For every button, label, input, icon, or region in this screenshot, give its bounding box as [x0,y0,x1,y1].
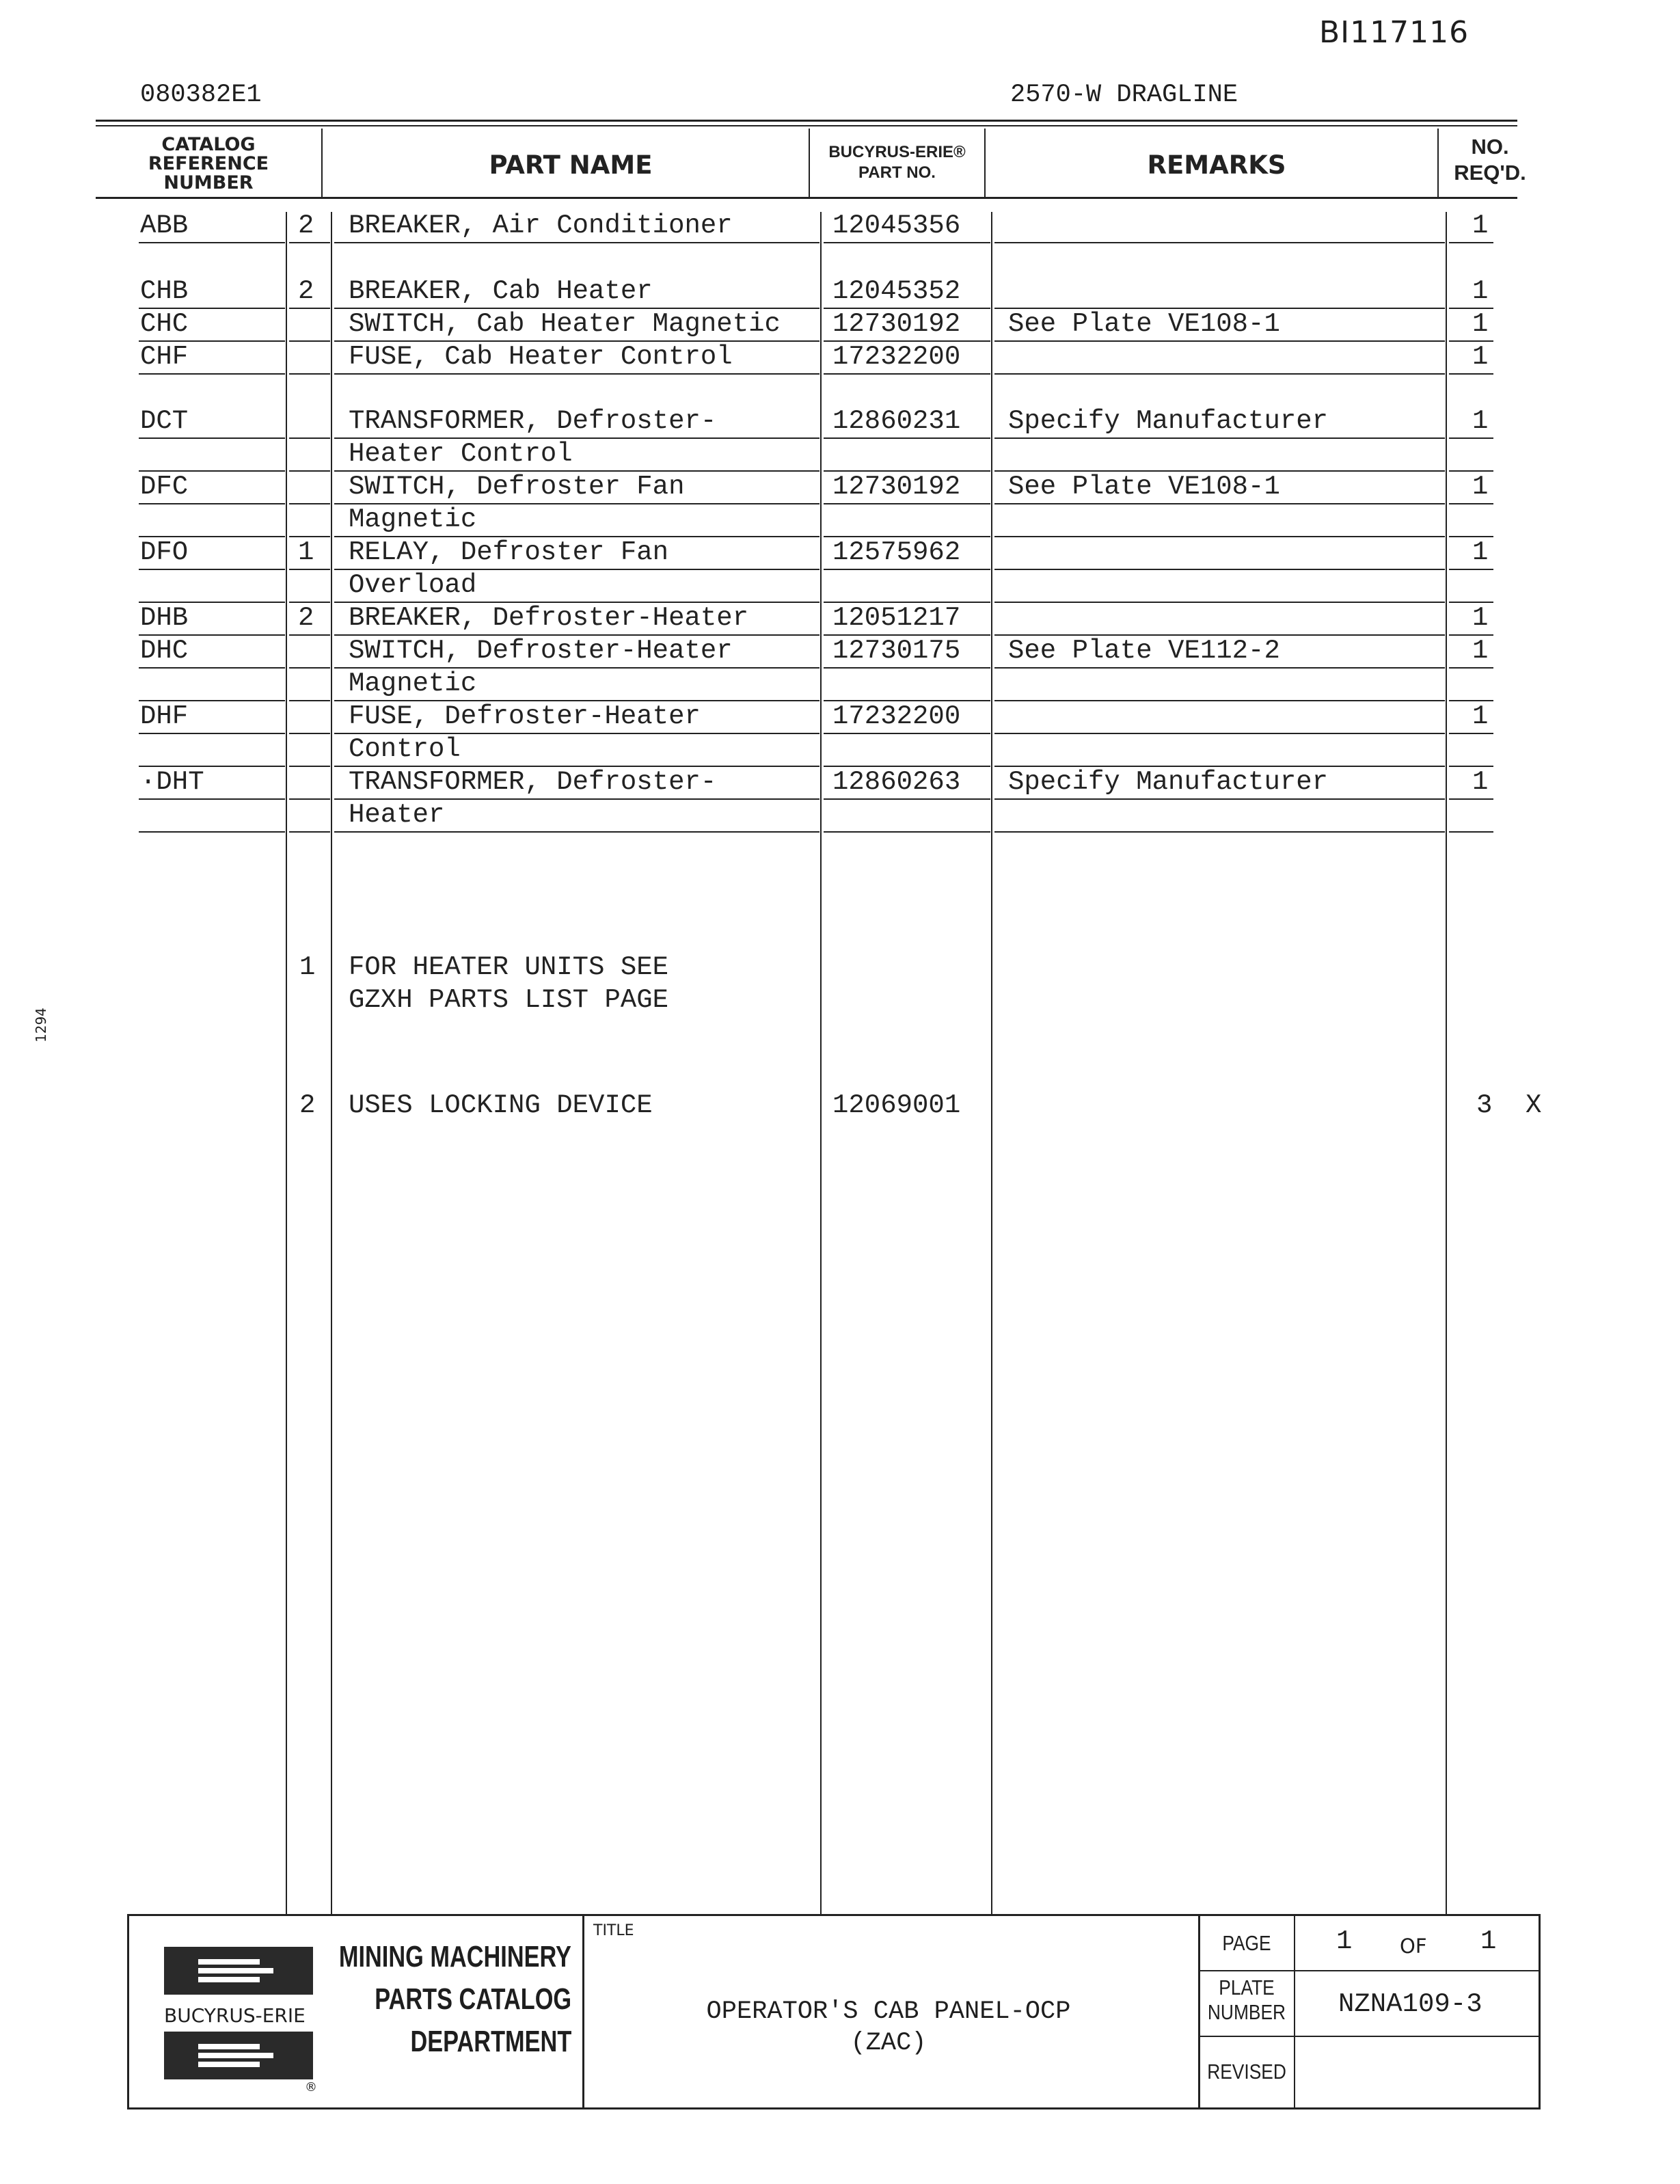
page-of-label: OF [1400,1934,1427,1958]
logo-bar [198,1968,273,1973]
note-text: FOR HEATER UNITS SEE [349,952,669,982]
header-col-sep [984,129,986,197]
column-header-line: NO. [1471,135,1509,159]
note-mark: X [1526,1090,1542,1120]
part-name-cell: Heater [349,800,445,830]
column-header-catalog-reference [96,135,321,193]
title-block-divider [582,1914,584,2109]
machine-title: 2570-W DRAGLINE [1010,81,1238,109]
row-rule [824,503,990,504]
part-name-cell: FUSE, Defroster-Heater [349,701,701,731]
row-rule [994,700,1445,701]
row-rule [289,766,330,767]
ref-cell: ABB [140,211,189,241]
ref-cell: DHC [140,636,189,666]
table-col-line [331,212,332,1914]
column-header-line: PART NO. [858,163,936,182]
row-rule [289,569,330,570]
row-rule [334,373,819,375]
header-top-rule [96,120,1517,122]
qty-cell: 1 [1472,767,1489,797]
row-rule [289,340,330,342]
row-rule [994,667,1445,669]
part-name-cell: Magnetic [349,504,477,535]
title-label: TITLE [593,1922,634,1939]
row-rule [1449,569,1493,570]
qty-cell: 1 [1472,406,1489,436]
ref-cell: DHB [140,603,189,633]
table-col-line [286,212,287,1914]
note-cell: 2 [298,276,314,306]
row-rule [139,437,285,439]
part-number-cell: 12045352 [832,276,961,306]
plate-number: NZNA109-3 [1338,1989,1482,2019]
ref-cell: ·DHT [140,767,204,797]
part-name-cell: BREAKER, Defroster-Heater [349,603,749,633]
row-rule [824,373,990,375]
page-number: 1 [1336,1926,1353,1956]
bucyrus-erie-logo-icon [164,2032,313,2079]
column-header-line: CATALOG [161,134,256,155]
row-rule [824,667,990,669]
ref-cell: DCT [140,406,189,436]
catalog-title-line: OPERATOR'S CAB PANEL-OCP [706,1997,1071,2026]
column-header-line: REQ'D. [1454,161,1526,185]
document-id: BI117116 [1319,15,1469,50]
catalog-title [588,1996,1189,2059]
remarks-cell: See Plate VE108-1 [1008,309,1280,339]
part-number-cell: 12051217 [832,603,961,633]
row-rule [1449,373,1493,375]
note-number: 1 [299,952,316,982]
remarks-cell: See Plate VE108-1 [1008,472,1280,502]
brand-name: BUCYRUS-ERIE [164,2004,306,2027]
remarks-cell: See Plate VE112-2 [1008,636,1280,666]
bucyrus-erie-logo-icon [164,1947,313,1995]
row-rule [289,634,330,636]
remarks-cell: Specify Manufacturer [1008,406,1329,436]
remarks-cell: Specify Manufacturer [1008,767,1329,797]
row-rule [994,437,1445,439]
note-text: GZXH PARTS LIST PAGE [349,985,669,1015]
row-rule [289,242,330,243]
part-name-cell: RELAY, Defroster Fan [349,537,669,567]
ref-cell: CHB [140,276,189,306]
department-line: PARTS CATALOG [375,1982,571,2016]
part-number-cell: 12730175 [832,636,961,666]
part-name-cell: Heater Control [349,439,573,469]
plate-label-line: NUMBER [1207,2000,1286,2024]
part-name-cell: SWITCH, Defroster-Heater [349,636,733,666]
qty-cell: 1 [1472,211,1489,241]
part-number-cell: 17232200 [832,701,961,731]
catalog-code: 080382E1 [140,81,262,109]
row-rule [289,308,330,309]
table-col-line [820,212,822,1914]
row-rule [824,733,990,734]
part-name-cell: Magnetic [349,669,477,699]
column-header-remarks: REMARKS [1147,150,1286,180]
title-block-divider [1198,1970,1540,1971]
row-rule [289,733,330,734]
row-rule [1449,733,1493,734]
header-top-rule-2 [96,125,1517,126]
column-header-part-name: PART NAME [489,150,653,180]
ref-cell: DHF [140,701,189,731]
row-rule [994,831,1445,833]
part-number-cell: 12730192 [832,309,961,339]
part-name-cell: Control [349,734,461,764]
row-rule [289,437,330,439]
header-bottom-rule [96,197,1517,199]
catalog-title-line: (ZAC) [850,2029,927,2058]
row-rule [994,536,1445,537]
note-number: 2 [299,1090,316,1120]
row-rule [824,831,990,833]
row-rule [1449,667,1493,669]
row-rule [139,242,285,243]
department-line: DEPARTMENT [410,2025,571,2058]
qty-cell: 1 [1472,309,1489,339]
row-rule [289,831,330,833]
row-rule [994,340,1445,342]
page-label: PAGE [1222,1931,1271,1955]
side-margin-mark: 1294 [33,1008,49,1042]
part-name-cell: Overload [349,570,477,600]
row-rule [824,242,990,243]
row-rule [1449,503,1493,504]
qty-cell: 1 [1472,603,1489,633]
note-cell: 1 [298,537,314,567]
part-name-cell: BREAKER, Cab Heater [349,276,653,306]
table-col-line [1446,212,1447,1914]
registered-mark: ® [305,2080,317,2094]
row-rule [334,242,819,243]
part-number-cell: 12575962 [832,537,961,567]
ref-cell: CHC [140,309,189,339]
plate-number-label [1207,1976,1286,2025]
part-name-cell: SWITCH, Defroster Fan [349,472,685,502]
row-rule [1449,831,1493,833]
row-rule [1449,798,1493,800]
part-name-cell: SWITCH, Cab Heater Magnetic [349,309,781,339]
row-rule [139,373,285,375]
logo-bar [198,1977,260,1982]
row-rule [289,373,330,375]
row-rule [1449,242,1493,243]
row-rule [994,798,1445,800]
column-header-number-required [1442,134,1538,186]
row-rule [139,831,285,833]
row-rule [994,373,1445,375]
ref-cell: CHF [140,342,189,372]
revised-label: REVISED [1207,2060,1286,2084]
row-rule [1449,437,1493,439]
row-rule [994,242,1445,243]
note-cell: 2 [298,211,314,241]
part-name-cell: TRANSFORMER, Defroster- [349,767,717,797]
qty-cell: 1 [1472,537,1489,567]
department-line: MINING MACHINERY [338,1940,571,1973]
row-rule [139,503,285,504]
header-col-sep [321,129,323,197]
row-rule [994,602,1445,603]
part-number-cell: 12860231 [832,406,961,436]
row-rule [824,798,990,800]
column-header-bucyrus-erie-part-no [810,142,984,183]
qty-cell: 1 [1472,701,1489,731]
logo-bar [198,1959,260,1965]
row-rule [289,470,330,472]
logo-bar [198,2062,260,2067]
qty-cell: 1 [1472,342,1489,372]
row-rule [289,798,330,800]
part-number-cell: 12860263 [832,767,961,797]
row-rule [994,569,1445,570]
row-rule [289,700,330,701]
row-rule [824,569,990,570]
logo-bar [198,2044,260,2049]
title-block-divider [1198,1914,1200,2109]
row-rule [139,667,285,669]
part-name-cell: BREAKER, Air Conditioner [349,211,733,241]
ref-cell: DFO [140,537,189,567]
qty-cell: 1 [1472,276,1489,306]
qty-cell: 1 [1472,636,1489,666]
part-number-cell: 17232200 [832,342,961,372]
note-text: USES LOCKING DEVICE [349,1090,653,1120]
part-name-cell: TRANSFORMER, Defroster- [349,406,717,436]
row-rule [139,569,285,570]
row-rule [994,503,1445,504]
row-rule [139,798,285,800]
row-rule [994,733,1445,734]
title-block-divider [1198,2036,1540,2037]
column-header-line: BUCYRUS-ERIE® [828,143,966,161]
column-header-line: NUMBER [163,172,254,193]
ref-cell: DFC [140,472,189,502]
row-rule [289,503,330,504]
note-qty: 3 [1476,1090,1493,1120]
note-cell: 2 [298,603,314,633]
table-col-line [991,212,992,1914]
part-number-cell: 12730192 [832,472,961,502]
row-rule [139,733,285,734]
part-number-cell: 12045356 [832,211,961,241]
note-part-number: 12069001 [832,1090,961,1120]
qty-cell: 1 [1472,472,1489,502]
plate-label-line: PLATE [1219,1976,1275,1999]
part-name-cell: FUSE, Cab Heater Control [349,342,733,372]
row-rule [824,437,990,439]
page-total: 1 [1480,1926,1497,1956]
logo-bar [198,2053,273,2058]
row-rule [334,831,819,833]
title-block-divider [1294,1914,1295,2109]
column-header-line: REFERENCE [148,153,269,174]
row-rule [289,667,330,669]
